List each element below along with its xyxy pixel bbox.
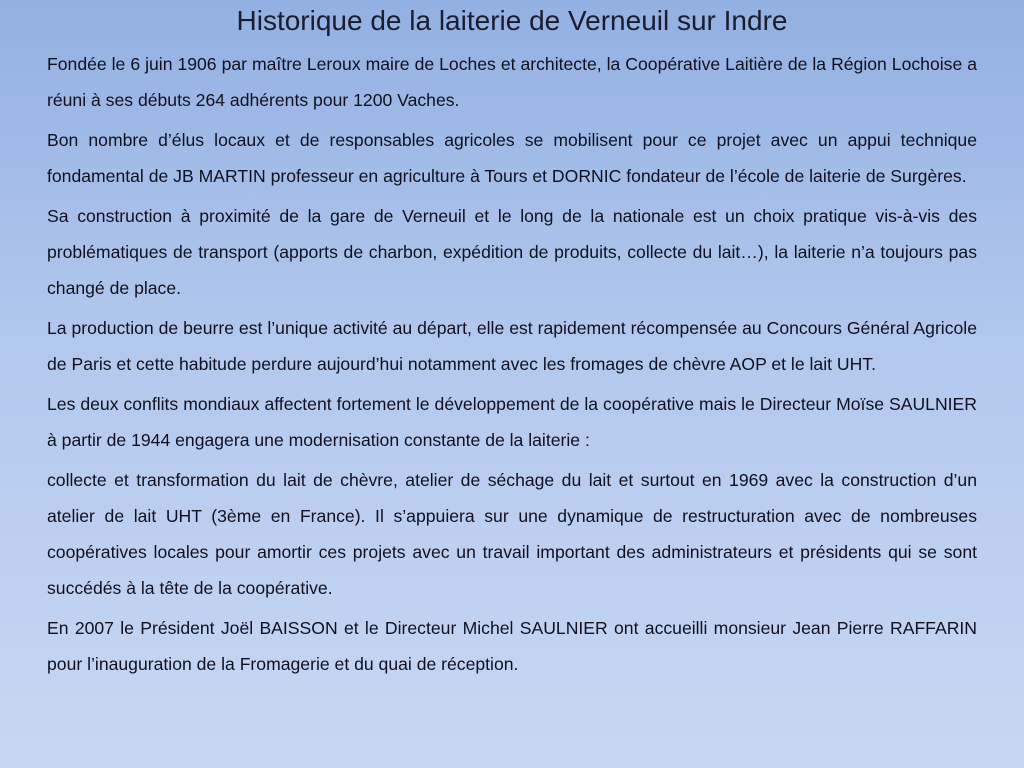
slide-title: Historique de la laiterie de Verneuil sur Indre [236, 5, 788, 36]
slide-body [47, 46, 977, 686]
paragraph-officials: Bon nombre d’élus locaux et de responsables agricoles se mobilisent pour ce projet avec un appui technique fondamental de JB MARTIN professeur en agriculture à Tours et DORNIC fondateur de l’école de laiterie de Surgères. [47, 130, 977, 186]
paragraph-modernisation: collecte et transformation du lait de chèvre, atelier de séchage du lait et surtout en 1969 avec la construction d’un atelier de lait UHT (3ème en France). Il s’appuiera sur une dynamique de restructuration avec de nombreuses coopératives locales pour amortir ces projets avec un travail important des administrateurs et présidents qui se sont succédés à la tête de la coopérative. [47, 470, 977, 598]
paragraph-butter-production: La production de beurre est l’unique activité au départ, elle est rapidement récompensée au Concours Général Agricole de Paris et cette habitude perdure aujourd’hui notamment avec les fromages de chèvre AOP et le lait UHT. [47, 318, 977, 374]
paragraph-2007-inauguration: En 2007 le Président Joël BAISSON et le Directeur Michel SAULNIER ont accueilli monsieur Jean Pierre RAFFARIN pour l’inauguration de la Fromagerie et du quai de réception. [47, 618, 977, 674]
paragraph-world-wars: Les deux conflits mondiaux affectent fortement le développement de la coopérative mais le Directeur Moïse SAULNIER à partir de 1944 engagera une modernisation constante de la laiterie : [47, 394, 977, 450]
paragraph-construction: Sa construction à proximité de la gare de Verneuil et le long de la nationale est un choix pratique vis-à-vis des problématiques de transport (apports de charbon, expédition de produits, collecte du lait…), la laiterie n’a toujours pas changé de place. [47, 206, 977, 298]
paragraph-founding: Fondée le 6 juin 1906 par maître Leroux maire de Loches et architecte, la Coopérative Laitière de la Région Lochoise a réuni à ses débuts 264 adhérents pour 1200 Vaches. [47, 54, 977, 110]
